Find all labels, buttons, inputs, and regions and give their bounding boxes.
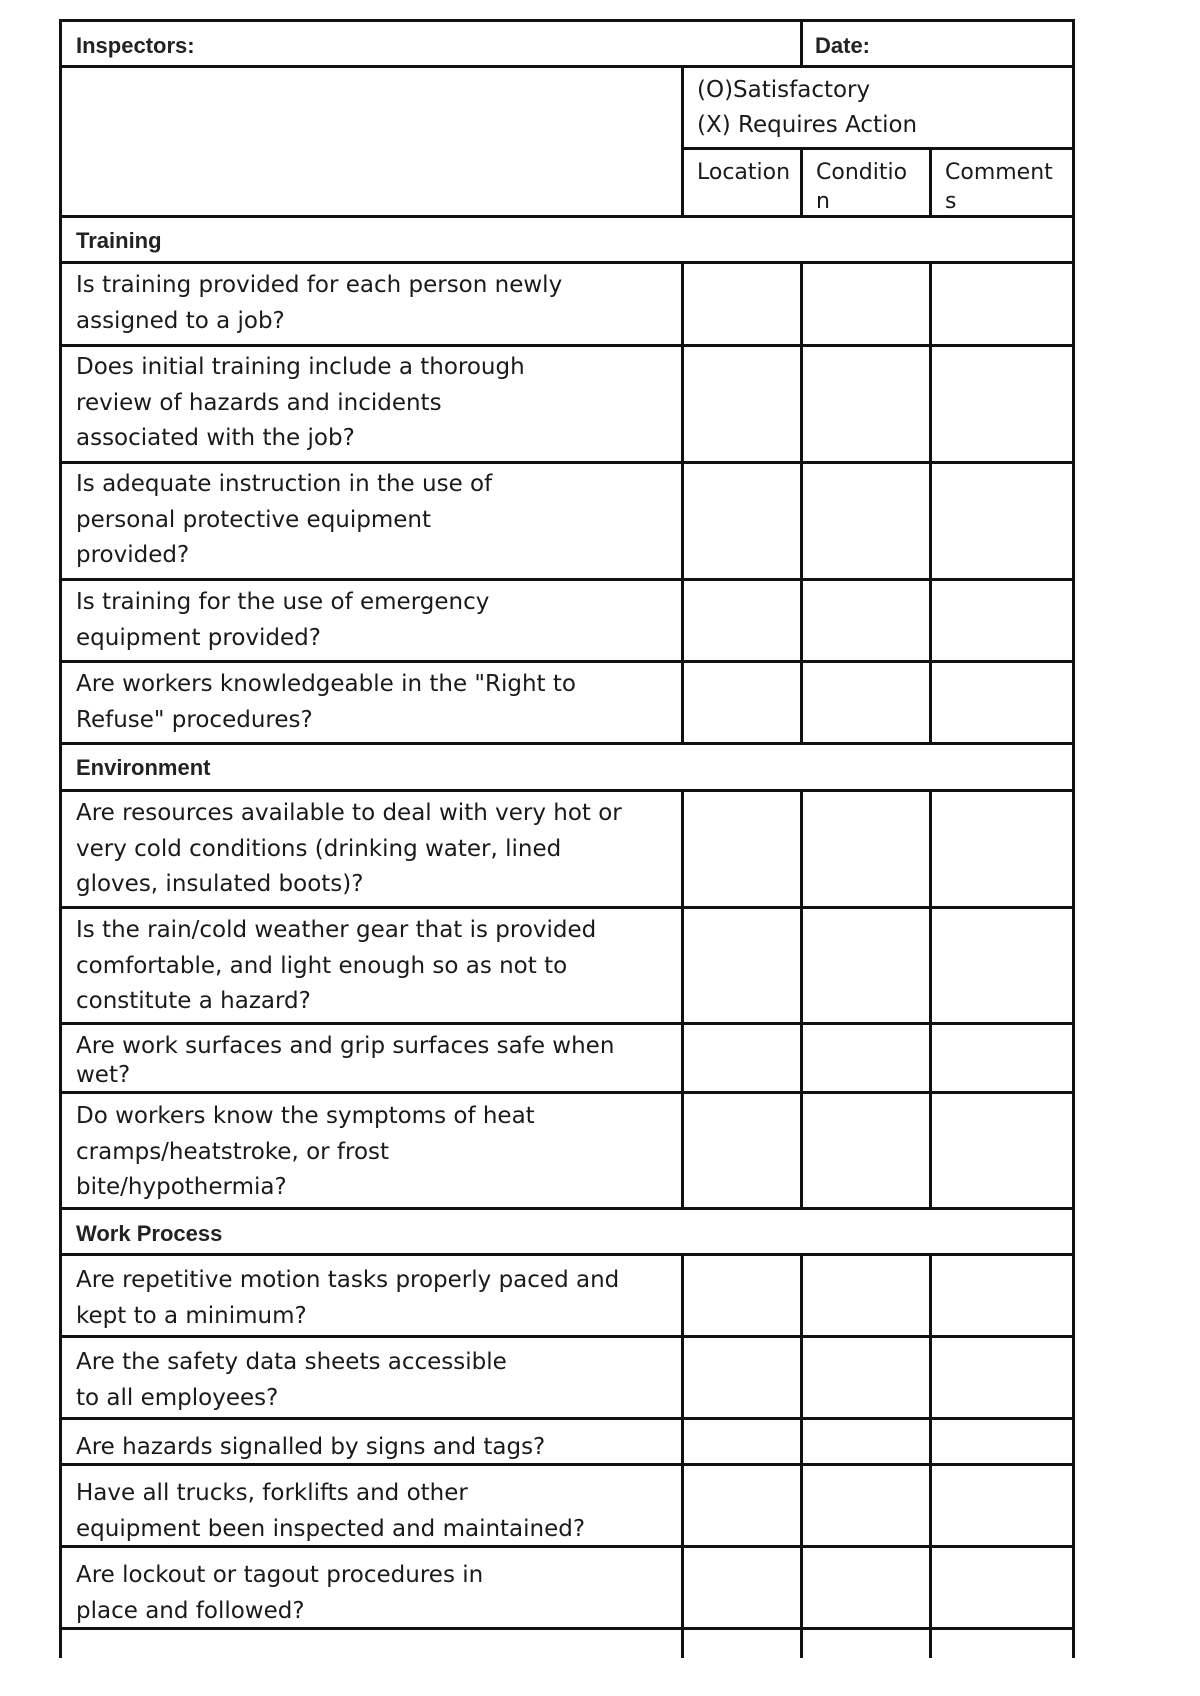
answer-location-cell[interactable] — [684, 265, 802, 347]
table-rule — [59, 1627, 1075, 1630]
answer-condition-cell[interactable] — [804, 666, 934, 747]
answer-comments-cell[interactable] — [936, 795, 1072, 910]
column-header-location: Location — [697, 160, 791, 185]
answer-condition-cell[interactable] — [804, 265, 934, 347]
table-rule — [59, 789, 1075, 792]
table-rule — [59, 1022, 1075, 1025]
question-training-4: Is training for the use of emergency equipment provided? — [76, 589, 490, 651]
inspectors-label: Inspectors: — [76, 33, 195, 58]
answer-condition-cell[interactable] — [804, 1098, 934, 1213]
table-rule — [59, 578, 1075, 581]
answer-comments-cell[interactable] — [936, 1345, 1072, 1426]
answer-condition-cell[interactable] — [804, 912, 934, 1027]
question-training-5: Are workers knowledgeable in the "Right to Refuse" procedures? — [76, 671, 576, 733]
answer-condition-cell[interactable] — [804, 1474, 934, 1555]
table-rule — [59, 660, 1075, 663]
legend-satisfactory: (O)Satisfactory — [697, 77, 871, 103]
answer-condition-cell[interactable] — [804, 795, 934, 910]
table-rule — [59, 461, 1075, 464]
table-rule — [59, 261, 1075, 264]
table-divider — [681, 65, 684, 218]
answer-location-cell[interactable] — [684, 912, 802, 1027]
answer-comments-cell[interactable] — [936, 466, 1072, 581]
date-field[interactable] — [880, 20, 1072, 66]
question-work-process-2: Are the safety data sheets accessible to all employees? — [76, 1349, 507, 1411]
section-title-work-process: Work Process — [76, 1221, 223, 1246]
section-title-environment: Environment — [76, 755, 211, 780]
question-work-process-1: Are repetitive motion tasks properly paced and kept to a minimum? — [76, 1267, 620, 1329]
answer-condition-cell[interactable] — [804, 466, 934, 581]
table-rule — [59, 1335, 1075, 1338]
answer-condition-cell[interactable] — [804, 1029, 934, 1096]
table-divider — [800, 261, 803, 745]
answer-condition-cell[interactable] — [804, 349, 934, 464]
question-training-1: Is training provided for each person newly assigned to a job? — [76, 272, 563, 334]
date-label: Date: — [815, 33, 871, 58]
table-divider — [800, 147, 803, 218]
column-header-comments: Comment s — [945, 160, 1053, 214]
answer-comments-cell[interactable] — [936, 666, 1072, 747]
table-divider — [929, 789, 932, 1210]
answer-location-cell[interactable] — [684, 349, 802, 464]
table-border-left — [59, 19, 62, 1658]
table-divider — [929, 147, 932, 218]
table-divider — [681, 261, 684, 745]
section-title-training: Training — [76, 228, 162, 253]
answer-location-cell[interactable] — [684, 1029, 802, 1096]
table-rule — [59, 215, 1075, 218]
table-border-top — [59, 19, 1075, 22]
table-divider — [800, 1253, 803, 1658]
question-work-process-5: Are lockout or tagout procedures in place and followed? — [76, 1562, 484, 1624]
answer-location-cell[interactable] — [684, 666, 802, 747]
table-rule — [59, 65, 1075, 68]
answer-comments-cell[interactable] — [936, 1029, 1072, 1096]
answer-condition-cell[interactable] — [804, 1557, 934, 1638]
answer-location-cell[interactable] — [684, 1474, 802, 1555]
table-rule — [59, 1417, 1075, 1420]
answer-location-cell[interactable] — [684, 1261, 802, 1343]
question-environment-2: Is the rain/cold weather gear that is provided comfortable, and light enough so as not to constitute a hazard? — [76, 917, 597, 1014]
table-rule — [59, 1463, 1075, 1466]
answer-comments-cell[interactable] — [936, 265, 1072, 347]
table-rule — [59, 1253, 1075, 1256]
answer-comments-cell[interactable] — [936, 1098, 1072, 1213]
table-rule — [59, 1091, 1075, 1094]
answer-condition-cell[interactable] — [804, 583, 934, 664]
table-rule — [59, 906, 1075, 909]
answer-comments-cell[interactable] — [936, 1261, 1072, 1343]
answer-location-cell[interactable] — [684, 1557, 802, 1638]
answer-comments-cell[interactable] — [936, 912, 1072, 1027]
table-rule — [59, 742, 1075, 745]
answer-location-cell[interactable] — [684, 583, 802, 664]
table-rule — [59, 344, 1075, 347]
answer-location-cell[interactable] — [684, 1345, 802, 1426]
question-training-2: Does initial training include a thorough review of hazards and incidents associated with the job? — [76, 354, 525, 451]
column-header-condition: Conditio n — [816, 160, 908, 214]
answer-comments-cell[interactable] — [936, 1557, 1072, 1638]
answer-comments-cell[interactable] — [936, 349, 1072, 464]
table-divider — [929, 261, 932, 745]
answer-location-cell[interactable] — [684, 1098, 802, 1213]
question-environment-4: Do workers know the symptoms of heat cramps/heatstroke, or frost bite/hypothermia? — [76, 1103, 535, 1200]
table-divider — [800, 19, 803, 67]
table-divider — [681, 1253, 684, 1658]
question-environment-3: Are work surfaces and grip surfaces safe when wet? — [76, 1033, 615, 1088]
answer-comments-cell[interactable] — [936, 583, 1072, 664]
answer-comments-cell[interactable] — [936, 1474, 1072, 1555]
table-rule — [681, 147, 1075, 150]
answer-location-cell[interactable] — [684, 795, 802, 910]
table-rule — [59, 1207, 1075, 1210]
table-rule — [59, 1545, 1075, 1548]
answer-condition-cell[interactable] — [804, 1261, 934, 1343]
question-environment-1: Are resources available to deal with very hot or very cold conditions (drinking water, lined gloves, insulated boots)? — [76, 800, 622, 897]
table-border-right — [1072, 19, 1075, 1658]
table-divider — [681, 789, 684, 1210]
answer-location-cell[interactable] — [684, 466, 802, 581]
table-divider — [800, 789, 803, 1210]
legend-requires-action: (X) Requires Action — [697, 112, 918, 138]
table-divider — [929, 1253, 932, 1658]
question-work-process-4: Have all trucks, forklifts and other equipment been inspected and maintained? — [76, 1480, 586, 1542]
question-training-3: Is adequate instruction in the use of personal protective equipment provided? — [76, 471, 493, 568]
question-work-process-3: Are hazards signalled by signs and tags? — [76, 1434, 546, 1460]
answer-condition-cell[interactable] — [804, 1345, 934, 1426]
